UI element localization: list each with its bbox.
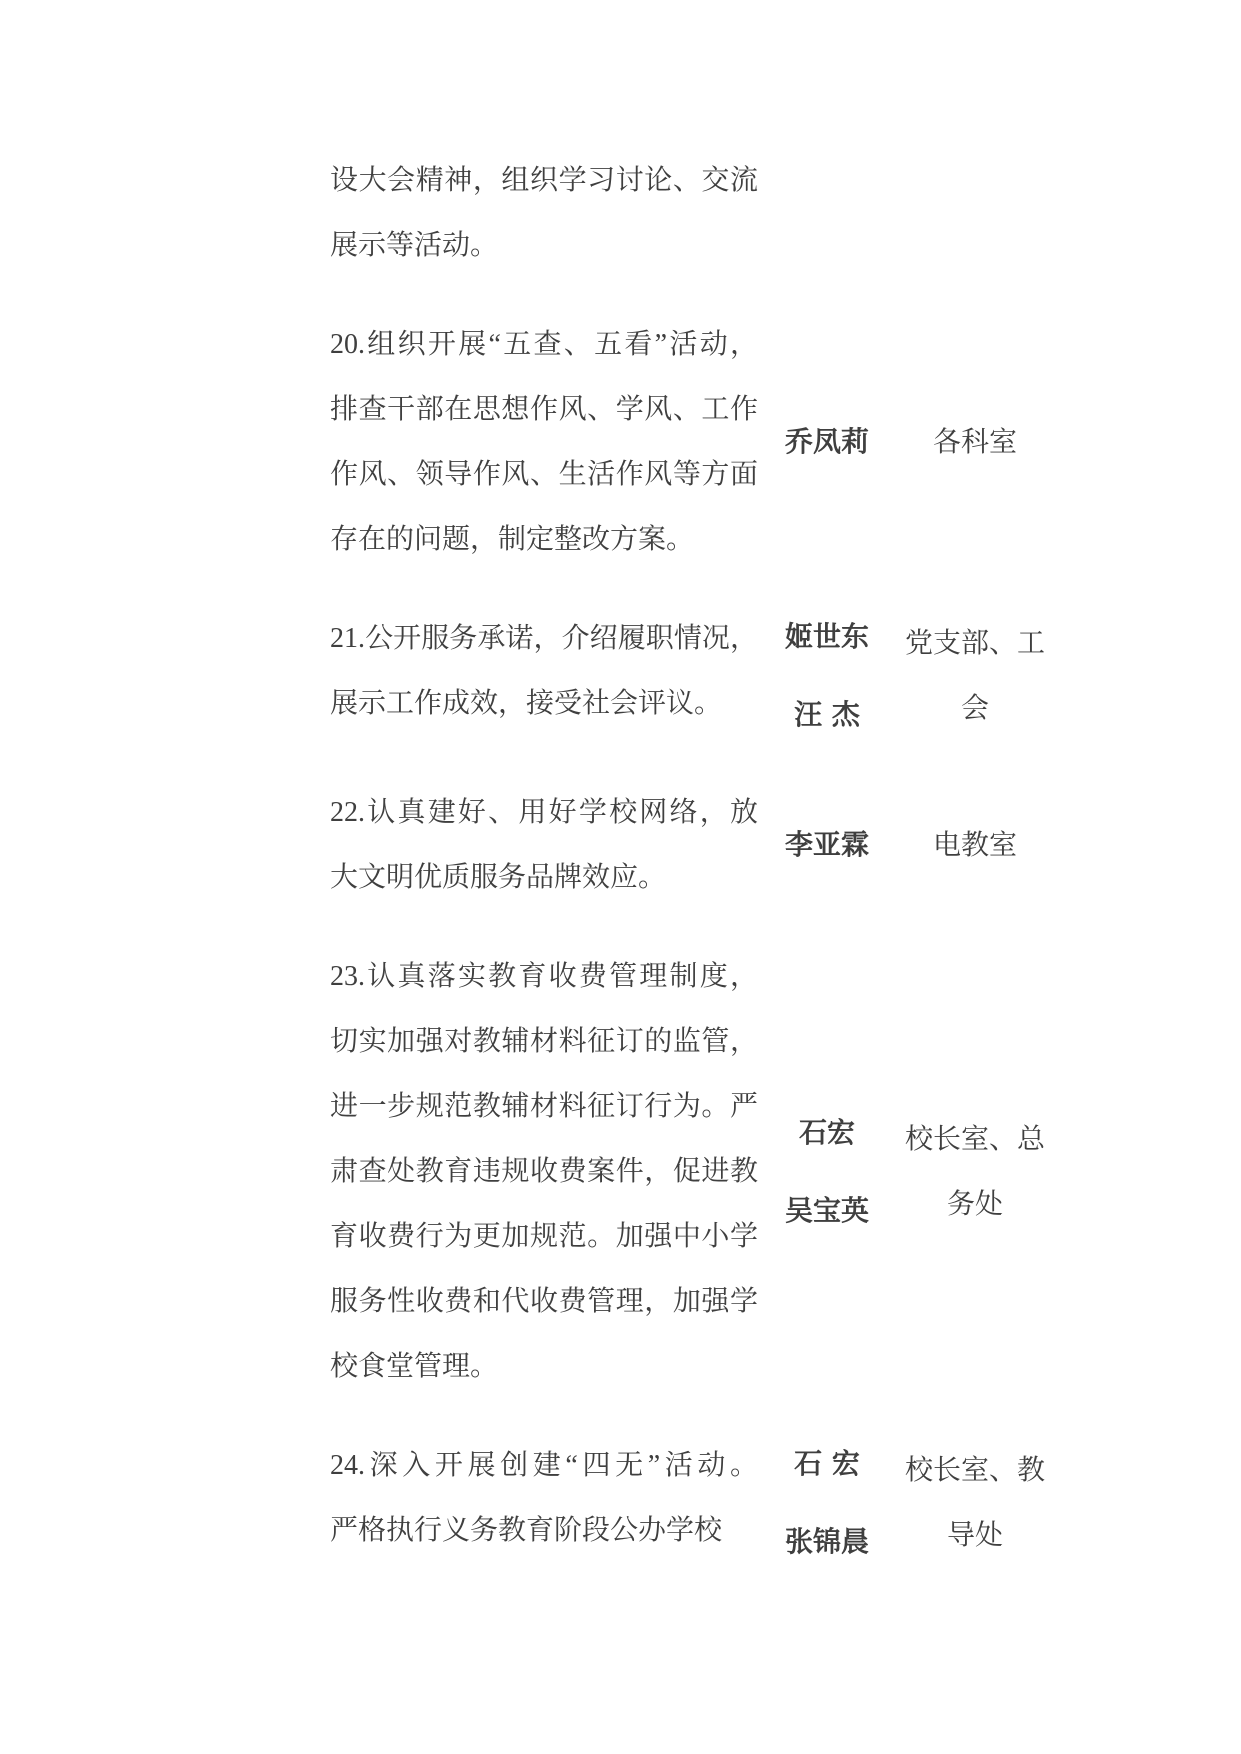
task-text-line: 24.深入开展创建“四无”活动。 [330,1450,758,1481]
task-text-line: 作风、领导作风、生活作风等方面 [330,459,758,490]
task-text-line: 切实加强对教辅材料征订的监管， [330,1026,758,1057]
task-text-line: 校食堂管理。 [330,1351,499,1382]
task-text-line: 严格执行义务教育阶段公办学校 [330,1515,723,1546]
responsible-department: 各科室 [932,426,1017,458]
responsible-person: 姬世东 [784,620,869,653]
responsible-person: 石宏 [798,1115,855,1149]
task-text-line: 肃查处教育违规收费案件，促进教 [330,1156,758,1187]
task-text-line: 展示等活动。 [330,230,499,261]
table-row [0,295,1241,589]
task-table [0,131,1241,1590]
responsible-department: 校长室、教导处 [904,1455,1045,1551]
task-description [330,312,758,572]
task-text-line: 23.认真落实教育收费管理制度， [330,961,758,992]
task-text-line: 21.公开服务承诺，介绍履职情况， [330,623,758,654]
responsible-person: 李亚霖 [784,828,869,861]
task-text-line: 20.组织开展“五查、五看”活动， [330,329,758,360]
table-row [0,1416,1241,1590]
task-text-line: 存在的问题，制定整改方案。 [330,524,695,555]
responsible-person: 张锦晨 [784,1525,869,1558]
task-text-line: 服务性收费和代收费管理，加强学 [330,1286,758,1317]
responsible-persons [770,806,884,884]
task-description [330,1433,758,1563]
responsible-person: 吴宝英 [784,1193,869,1227]
responsible-department: 校长室、总务处 [904,1123,1045,1220]
task-text-line: 进一步规范教辅材料征订行为。严 [330,1091,758,1122]
responsible-persons [770,1094,884,1250]
table-row [0,589,1241,763]
task-text-line: 展示工作成效，接受社会评议。 [330,688,723,719]
responsible-persons [770,403,884,481]
task-description [330,148,758,278]
table-row [0,927,1241,1416]
task-text-line: 排查干部在思想作风、学风、工作 [330,394,758,425]
task-text-line: 设大会精神，组织学习讨论、交流 [330,165,758,196]
responsible-person: 石 宏 [794,1447,860,1480]
responsible-department: 党支部、工会 [904,628,1045,724]
responsible-persons [770,1425,884,1581]
table-row [0,763,1241,927]
responsible-person: 汪 杰 [794,698,860,731]
table-row [0,131,1241,295]
responsible-persons [770,598,884,754]
task-text-line: 育收费行为更加规范。加强中小学 [330,1221,758,1252]
responsible-department: 电教室 [932,829,1017,861]
task-text-line: 22.认真建好、用好学校网络，放 [330,797,758,828]
task-text-line: 大文明优质服务品牌效应。 [330,862,667,893]
responsible-person: 乔凤莉 [784,425,869,458]
task-description [330,780,758,910]
task-description [330,606,758,736]
task-description [330,944,758,1399]
